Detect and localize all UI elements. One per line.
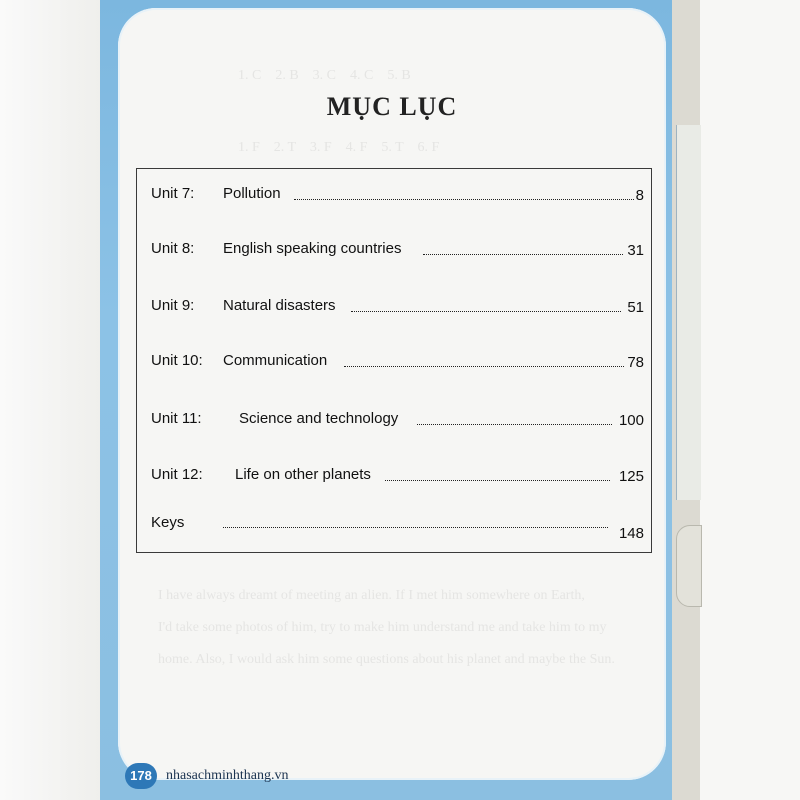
toc-unit: Unit 9: [151, 297, 195, 314]
toc-unit: Unit 11: [151, 410, 202, 427]
toc-page: 125 [618, 468, 644, 485]
next-page-sidebar [676, 125, 701, 500]
toc-title: Life on other planets [235, 466, 371, 483]
toc-page: 100 [618, 412, 644, 429]
toc-title: Natural disasters [223, 297, 336, 314]
toc-unit: Unit 12: [151, 466, 203, 483]
page-title: MỤC LỤC [326, 92, 458, 121]
bleed-through-text: home. Also, I would ask him some questions about his planet and maybe the Sun. [158, 652, 615, 667]
toc-page: 31 [627, 242, 644, 259]
bleed-through-text: 1. F 2. T 3. F 4. F 5. T 6. F [238, 140, 440, 155]
toc-row[interactable] [137, 240, 651, 266]
toc-title: English speaking countries [223, 240, 402, 257]
toc-unit: Unit 7: [151, 185, 195, 202]
bleed-through-text: 1. C 2. B 3. C 4. C 5. B [238, 68, 411, 83]
toc-unit: Keys [151, 514, 185, 531]
toc-unit: Unit 10: [151, 352, 203, 369]
page-number-badge: 178 [125, 763, 157, 789]
toc-leader-dots [385, 480, 610, 481]
toc-leader-dots [223, 527, 608, 528]
toc-row[interactable] [137, 352, 651, 378]
toc-leader-dots [423, 254, 623, 255]
toc-page: 78 [627, 354, 644, 371]
toc-title: Science and technology [239, 410, 399, 427]
table-of-contents [136, 168, 652, 553]
toc-title: Pollution [223, 185, 281, 202]
toc-title: Communication [223, 352, 328, 369]
toc-row[interactable] [137, 466, 651, 492]
toc-unit: Unit 8: [151, 240, 195, 257]
bleed-through-text: I have always dreamt of meeting an alien. If I met him somewhere on Earth, [158, 588, 585, 603]
toc-row[interactable] [137, 297, 651, 323]
next-page [700, 0, 800, 800]
toc-row[interactable] [137, 514, 651, 545]
toc-leader-dots [294, 199, 634, 200]
toc-row[interactable] [137, 410, 651, 436]
website-label: nhasachminhthang.vn [166, 768, 289, 783]
toc-page: 8 [635, 187, 644, 204]
book-left-edge [0, 0, 100, 800]
bleed-through-text: I'd take some photos of him, try to make him understand me and take him to my [158, 620, 607, 635]
toc-leader-dots [351, 311, 621, 312]
content-panel [118, 8, 666, 780]
toc-leader-dots [417, 424, 612, 425]
page-footer [100, 760, 675, 800]
toc-leader-dots [344, 366, 624, 367]
toc-page: 148 [618, 525, 644, 542]
toc-row[interactable] [137, 185, 651, 211]
next-page-bump [676, 525, 702, 607]
toc-page: 51 [627, 299, 644, 316]
